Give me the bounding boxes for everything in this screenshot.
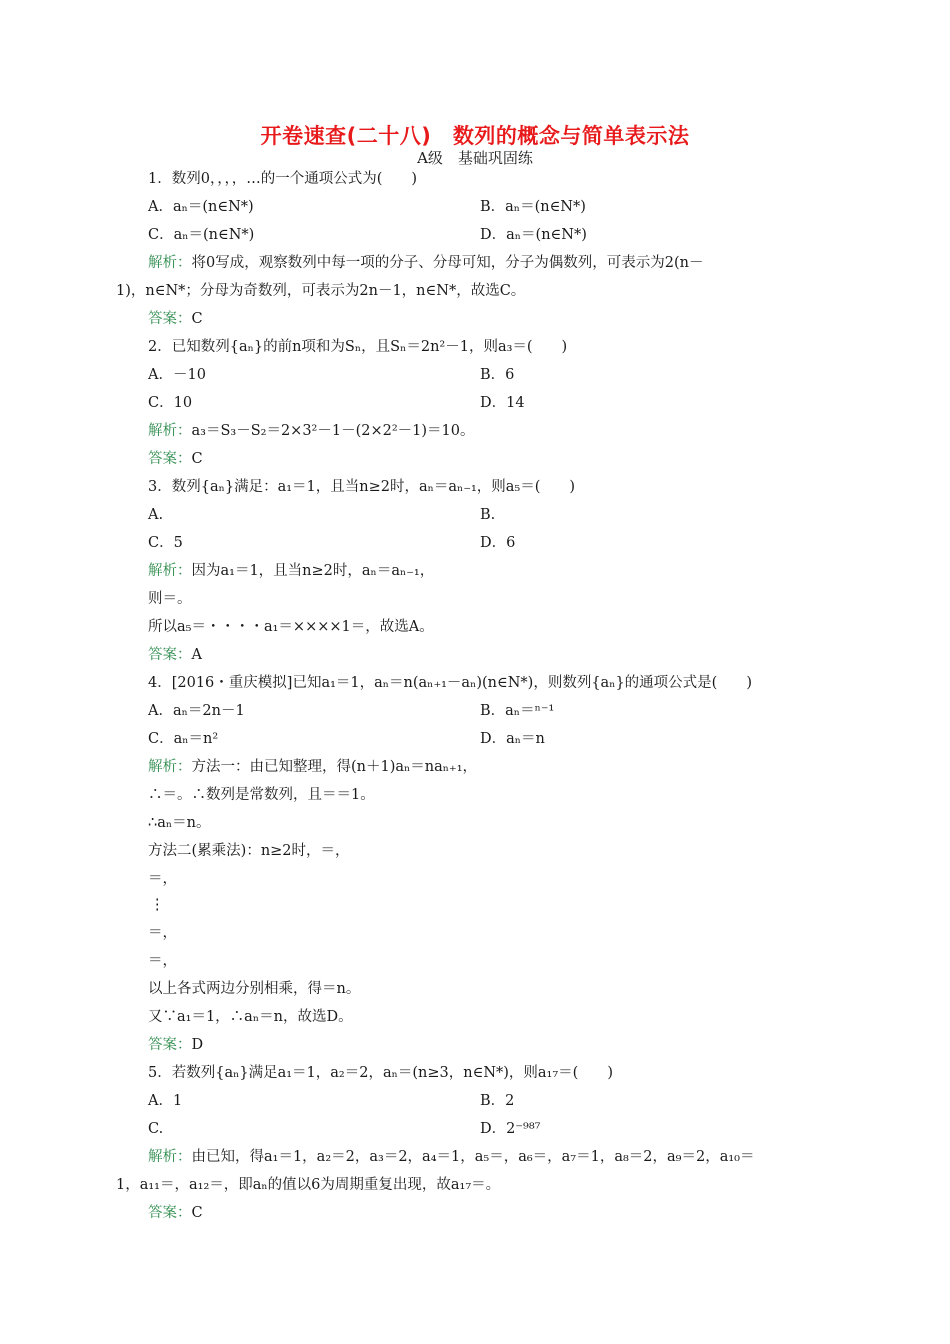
- q3-answer-value: A: [191, 647, 202, 663]
- q5-stem: 5．若数列{aₙ}满足a₁＝1，a₂＝2，aₙ＝(n≥3，n∈N*)，则a₁₇＝( ): [148, 1065, 613, 1081]
- q4-analysis-line-3: ∴aₙ＝n。: [148, 815, 211, 831]
- q3-analysis: [148, 562, 434, 580]
- q1-stem: 1．数列0，，，，…的一个通项公式为( ): [148, 171, 418, 187]
- q4-analysis-line-10: 又∵a₁＝1，∴aₙ＝n，故选D。: [148, 1009, 353, 1025]
- answer-label: 答案：: [148, 451, 192, 467]
- answer-label: 答案：: [148, 311, 192, 327]
- q2-option-b: B．6: [480, 367, 515, 383]
- q1-answer-value: C: [191, 311, 203, 327]
- answer-label: 答案：: [148, 1205, 192, 1221]
- page-title: 开卷速查(二十八) 数列的概念与简单表示法: [260, 124, 690, 148]
- q1-analysis-line-1: 将0写成，观察数列中每一项的分子、分母可知，分子为偶数列，可表示为2(n－: [191, 255, 704, 271]
- q1-analysis: [148, 254, 703, 272]
- q2-option-c: C．10: [148, 395, 193, 411]
- q4-option-d: D．aₙ＝n: [480, 731, 545, 747]
- q2-option-d: D．14: [480, 395, 525, 411]
- q4-stem: 4．[2016・重庆模拟]已知a₁＝1，aₙ＝n(aₙ₊₁－aₙ)(n∈N*)，则数列{aₙ}的通项公式是( ): [148, 675, 752, 691]
- analysis-label: 解析：: [148, 1149, 192, 1165]
- q5-analysis-line-2: 1，a₁₁＝，a₁₂＝，即aₙ的值以6为周期重复出现，故a₁₇＝。: [116, 1177, 501, 1193]
- q5-analysis-line-1: 由已知，得a₁＝1，a₂＝2，a₃＝2，a₄＝1，a₅＝，a₆＝，a₇＝1，a₈＝2，a₉＝2，a₁₀＝: [191, 1149, 755, 1165]
- analysis-label: 解析：: [148, 563, 192, 579]
- q2-answer-value: C: [191, 451, 203, 467]
- q2-option-a: A．－10: [148, 367, 206, 383]
- q2-analysis: [148, 422, 475, 440]
- q5-analysis: [148, 1148, 754, 1166]
- q1-option-a: A．aₙ＝(n∈N*): [148, 199, 254, 215]
- q4-answer: [148, 1036, 203, 1054]
- q4-analysis-line-7: ＝，: [148, 925, 177, 941]
- q4-answer-value: D: [191, 1037, 204, 1053]
- q1-option-b: B．aₙ＝(n∈N*): [480, 199, 586, 215]
- section-subtitle: A级 基础巩固练: [417, 149, 533, 167]
- q5-option-c: C.: [148, 1121, 164, 1137]
- q5-answer-value: C: [191, 1205, 203, 1221]
- answer-label: 答案：: [148, 647, 192, 663]
- q5-answer: [148, 1204, 203, 1222]
- q1-analysis-line-2: 1)，n∈N*；分母为奇数列，可表示为2n－1，n∈N*，故选C。: [116, 283, 526, 299]
- q4-analysis: [148, 758, 477, 776]
- q3-option-c: C．5: [148, 535, 183, 551]
- q3-option-a: A.: [148, 507, 164, 523]
- answer-label: 答案：: [148, 1037, 192, 1053]
- q3-analysis-line-1: 因为a₁＝1，且当n≥2时，aₙ＝aₙ₋₁，: [191, 563, 435, 579]
- analysis-label: 解析：: [148, 423, 192, 439]
- q3-analysis-line-2: 则＝。: [148, 591, 192, 607]
- analysis-label: 解析：: [148, 759, 192, 775]
- q1-option-c: C．aₙ＝(n∈N*): [148, 227, 255, 243]
- q4-analysis-line-2: ∴＝。∴数列是常数列，且＝＝1。: [148, 787, 375, 803]
- q4-analysis-line-6: ⋮: [150, 897, 165, 913]
- q5-option-a: A．1: [148, 1093, 183, 1109]
- q5-option-b: B．2: [480, 1093, 515, 1109]
- q3-analysis-line-3: 所以a₅＝・・・・a₁＝××××1＝，故选A。: [148, 619, 434, 635]
- q2-answer: [148, 450, 203, 468]
- q2-analysis-line-1: a₃＝S₃－S₂＝2×3²－1－(2×2²－1)＝10。: [191, 423, 475, 439]
- q3-stem: 3．数列{aₙ}满足：a₁＝1，且当n≥2时，aₙ＝aₙ₋₁，则a₅＝( ): [148, 479, 576, 495]
- q1-option-d: D．aₙ＝(n∈N*): [480, 227, 587, 243]
- q4-analysis-line-4: 方法二(累乘法)：n≥2时，＝，: [148, 843, 350, 859]
- q4-option-b: B．aₙ＝ⁿ⁻¹: [480, 703, 555, 719]
- q4-analysis-line-8: ＝，: [148, 953, 177, 969]
- q3-option-d: D．6: [480, 535, 516, 551]
- q2-stem: 2．已知数列{aₙ}的前n项和为Sₙ，且Sₙ＝2n²－1，则a₃＝( ): [148, 339, 568, 355]
- q5-option-d: D．2⁻⁹⁸⁷: [480, 1121, 541, 1137]
- q4-analysis-line-1: 方法一：由已知整理，得(n＋1)aₙ＝naₙ₊₁，: [191, 759, 478, 775]
- q4-option-c: C．aₙ＝n²: [148, 731, 219, 747]
- q3-answer: [148, 646, 202, 664]
- q4-analysis-line-9: 以上各式两边分别相乘，得＝n。: [148, 981, 361, 997]
- analysis-label: 解析：: [148, 255, 192, 271]
- q3-option-b: B.: [480, 507, 496, 523]
- q4-option-a: A．aₙ＝2n－1: [148, 703, 245, 719]
- q4-analysis-line-5: ＝，: [148, 871, 177, 887]
- q1-answer: [148, 310, 203, 328]
